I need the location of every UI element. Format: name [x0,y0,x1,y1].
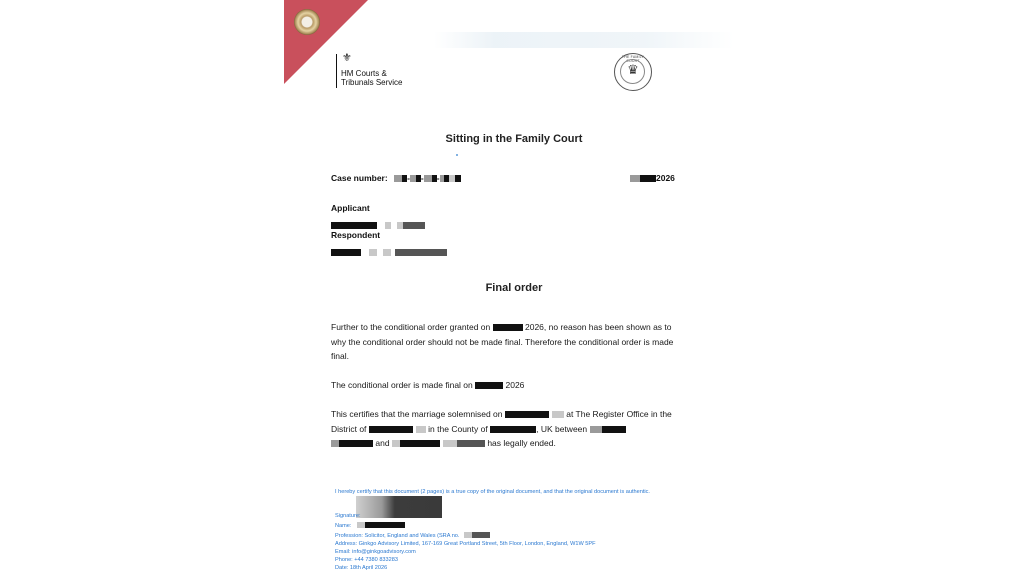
faint-header-band [434,32,734,48]
crown-icon: ♛ [627,62,639,77]
redaction [394,175,402,182]
date-text: Date: 18th April 2026 [335,565,388,571]
redaction [395,249,447,256]
royal-crest-icon: ⚜ [342,52,352,64]
paragraph-3-text-e: and [375,438,390,448]
order-title: Final order [485,282,543,294]
paragraph-3-text-f: has legally ended. [487,438,556,448]
scanned-document-page [284,0,744,576]
redaction [457,440,485,447]
phone-text: Phone: +44 7380 833283 [335,557,398,563]
paragraph-2-text-b: 2026 [505,380,525,390]
redaction [640,175,656,182]
paragraph-3-text-c: in the County of [428,423,488,434]
email-text: Email: info@ginkgoadvisory.com [335,549,416,555]
profession-text: Profession: Solicitor, England and Wales (SRA no. [335,533,460,539]
redaction [552,411,564,418]
redaction [339,440,373,447]
redaction [630,175,640,182]
redaction [403,222,425,229]
redaction [392,440,400,447]
redaction [369,426,413,433]
redaction [505,411,549,418]
address-text: Address: Ginkgo Advisory Limited, 167-169 Great Portland Street, 5th Floor, London, England, W1W 5PF [335,541,596,547]
respondent-name [331,242,447,260]
redaction [493,324,523,331]
paragraph-1 [331,320,681,364]
redaction [331,440,339,447]
redaction [472,532,490,538]
redaction [385,222,391,229]
eyelet-icon [294,9,320,35]
redaction [369,249,377,256]
certification-statement: I hereby certify that this document (2 pages) is a true copy of the original document, and that the original document is authentic. [335,489,650,495]
logo-rule [336,54,337,88]
signature-label: Signature: [335,513,361,519]
court-title: Sitting in the Family Court [445,133,583,145]
redaction [475,382,503,389]
case-number-label: Case number: [331,173,388,183]
order-date-year: 2026 [656,173,675,183]
name-label: Name: [335,523,352,529]
redaction [383,249,391,256]
mark-dot [456,154,458,156]
family-court-seal-icon [614,53,652,91]
profession-row [335,532,490,539]
paragraph-3 [331,407,681,451]
redaction [455,175,461,182]
name-row [335,522,405,529]
paragraph-1-text-a: Further to the conditional order granted on [331,322,491,332]
redaction [400,440,440,447]
redaction [464,532,472,538]
org-name-line2: Tribunals Service [341,78,403,87]
redaction [331,222,377,229]
paragraph-2-text-a: The conditional order is made final on [331,380,473,390]
redaction [331,249,361,256]
redaction [416,426,426,433]
redaction [443,440,457,447]
paragraph-3-text-a: This certifies that the marriage solemnised on [331,409,503,419]
redaction [365,522,405,528]
paragraph-3-text-d: , UK between [536,423,588,434]
order-date [630,173,675,183]
signature-image [356,496,442,518]
redaction [490,426,536,433]
case-number-row: Case number: - - - [331,173,461,183]
redaction [357,522,365,528]
redaction [590,426,602,433]
redaction [602,426,626,433]
seal-text: THE FAMILY COURT [621,55,645,63]
applicant-label: Applicant [331,203,370,213]
redaction [424,175,432,182]
paragraph-1-text-b: 2026, no reason has been shown as to why the conditional order should not be made final. Therefore the conditional order is made final. [331,322,674,361]
paragraph-3-text-b: at The Register Office in the District of [331,409,672,434]
paragraph-2 [331,378,681,393]
respondent-label: Respondent [331,230,381,240]
org-name-line1: HM Courts & [341,69,387,78]
